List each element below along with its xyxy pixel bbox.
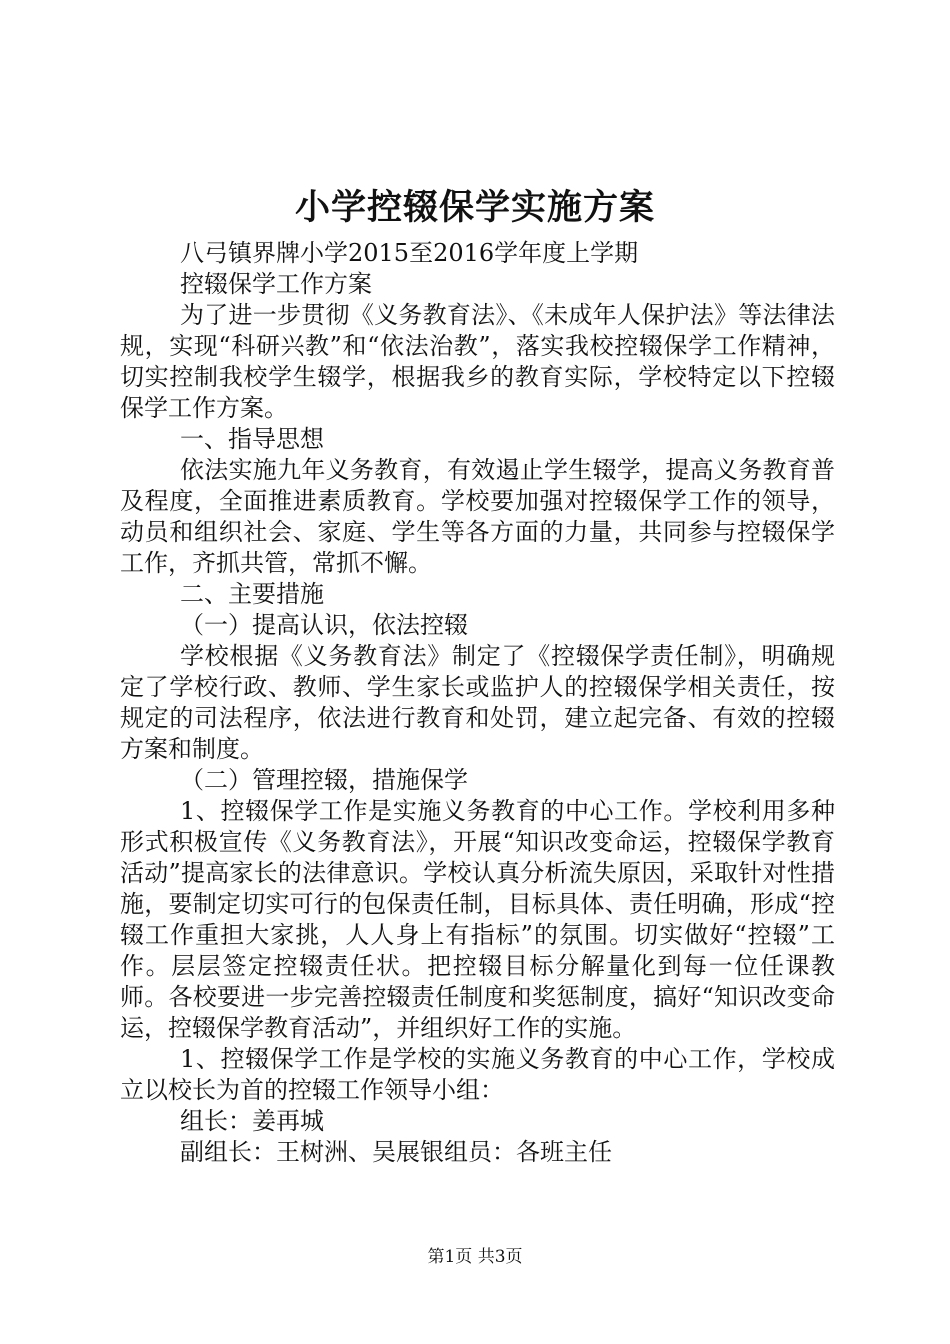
paragraph-school-term: 八弓镇界牌小学2015至2016学年度上学期	[180, 239, 639, 267]
paragraph-responsibility-system: 学校根据《义务教育法》制定了《控辍保学责任制》，明确规定了学校行政、教师、学生家长或监护人的控辍保学相关责任，按规定的司法程序，依法进行教育和处罚，建立起完备、有效的控辍方案和制度。	[120, 642, 835, 763]
paragraph-measure-1: 1、控辍保学工作是实施义务教育的中心工作。学校利用多种形式积极宣传《义务教育法》，开展“知识改变命运，控辍保学教育活动”提高家长的法律意识。学校认真分析流失原因，采取针对性措施，要制定切实可行的包保责任制，目标具体、责任明确，形成“控辍工作重担大家挑，人人身上有指标”的氛围。切实做好“控辍”工作。层层签定控辍责任状。把控辍目标分解量化到每一位任课教师。各校要进一步完善控辍责任制度和奖惩制度，搞好“知识改变命运，控辍保学教育活动”，并组织好工作的实施。	[120, 797, 835, 1042]
paragraph-guiding-thought: 依法实施九年义务教育，有效遏止学生辍学，提高义务教育普及程度，全面推进素质教育。学校要加强对控辍保学工作的领导，动员和组织社会、家庭、学生等各方面的力量，共同参与控辍保学工作，齐抓共管，常抓不懈。	[120, 456, 835, 577]
document-title: 小学控辍保学实施方案	[294, 187, 655, 228]
paragraph-leading-group: 1、控辍保学工作是学校的实施义务教育的中心工作，学校成立以校长为首的控辍工作领导小组：	[120, 1045, 835, 1104]
paragraph-plan-subtitle: 控辍保学工作方案	[180, 270, 372, 298]
section-heading-guiding-thought: 一、指导思想	[180, 425, 324, 453]
section-heading-main-measures: 二、主要措施	[180, 580, 324, 608]
subheading-management: （二）管理控辍，措施保学	[180, 766, 468, 794]
paragraph-intro: 为了进一步贯彻《义务教育法》、《未成年人保护法》等法律法规，实现“科研兴教”和“依法治教”，落实我校控辍保学工作精神，切实控制我校学生辍学，根据我乡的教育实际，学校特定以下控辍保学工作方案。	[120, 301, 835, 422]
paragraph-group-leader: 组长：姜再城	[180, 1107, 324, 1135]
paragraph-deputy-leaders: 副组长：王树洲、吴展银组员：各班主任	[180, 1138, 612, 1166]
document-body	[120, 238, 835, 1168]
subheading-raise-awareness: （一）提高认识，依法控辍	[180, 611, 468, 639]
page-number: 第1页 共3页	[427, 1247, 523, 1267]
